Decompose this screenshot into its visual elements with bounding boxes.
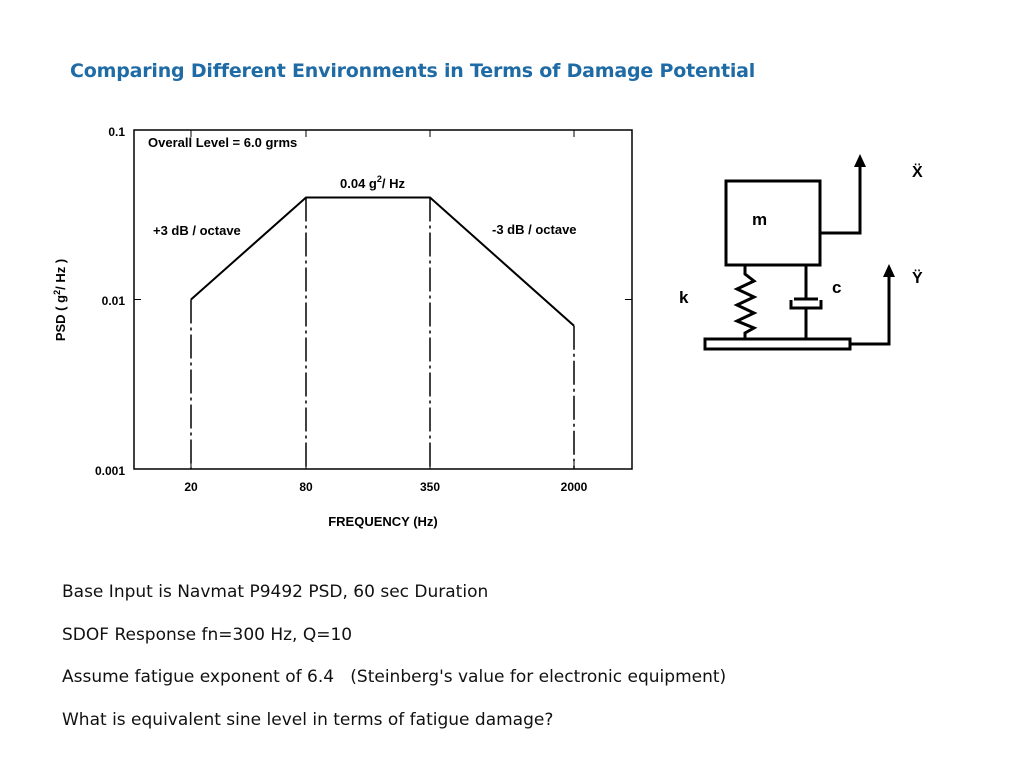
- spring-label: k: [679, 288, 689, 307]
- base-input-path: [850, 276, 889, 344]
- overall-level-annotation: Overall Level = 6.0 grms: [148, 135, 298, 150]
- slide-title: Comparing Different Environments in Terms of Damage Potential: [70, 60, 756, 82]
- x-tick-label-350: 350: [419, 480, 441, 494]
- top-accel-label: Ẍ: [912, 164, 923, 181]
- mass-block: [726, 181, 820, 265]
- y-accel-arrow-icon: [883, 264, 895, 277]
- spring: [737, 265, 754, 339]
- x-tick-label-20: 20: [184, 480, 198, 494]
- y-tick-label-0.1: 0.1: [108, 125, 125, 139]
- base-accel-label: Ÿ: [912, 270, 923, 287]
- x-tick-label-2000: 2000: [560, 480, 588, 494]
- body-line-3: Assume fatigue exponent of 6.4 (Steinberg's value for electronic equipment): [62, 667, 727, 687]
- body-line-2: SDOF Response fn=300 Hz, Q=10: [62, 624, 353, 645]
- damper-cup: [791, 300, 821, 308]
- problem-statement: [62, 578, 962, 748]
- base-plate: [705, 339, 850, 349]
- plateau-annotation: 0.04 $g^2/$ Hz: [340, 174, 405, 191]
- body-line-4: What is equivalent sine level in terms of fatigue damage?: [62, 709, 554, 730]
- fall-slope-annotation: -3 dB / octave: [492, 222, 577, 237]
- rise-slope-annotation: +3 dB / octave: [153, 223, 241, 238]
- body-line-1: Base Input is Navmat P9492 PSD, 60 sec Duration: [62, 582, 489, 602]
- psd-profile-line: [191, 198, 574, 326]
- damper-label: c: [832, 278, 842, 297]
- sdof-diagram: [705, 166, 889, 349]
- frequency-guides: [191, 197, 574, 469]
- y-axis-label: PSD ( $g^2/$ Hz ): [52, 258, 68, 342]
- x-axis-label: FREQUENCY (Hz): [328, 514, 438, 529]
- x-tick-label-80: 80: [299, 480, 313, 494]
- y-tick-label-0.01: 0.01: [101, 294, 125, 308]
- mass-label: m: [752, 210, 768, 229]
- x-accel-arrow-icon: [854, 154, 866, 167]
- mass-output-path: [820, 166, 860, 233]
- y-tick-label-0.001: 0.001: [94, 464, 125, 478]
